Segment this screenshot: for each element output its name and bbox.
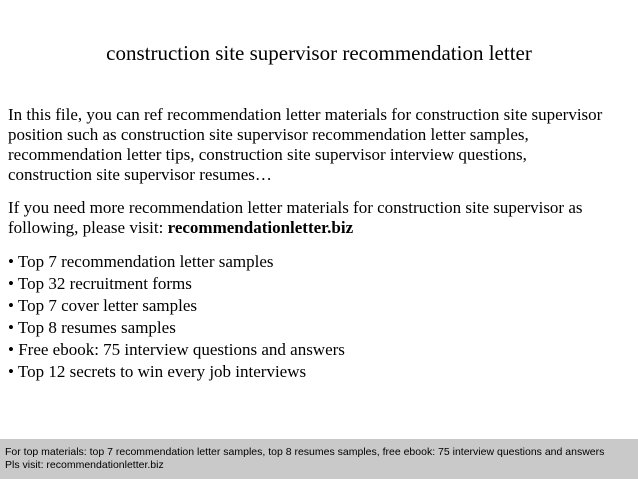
intro-line: In this file, you can ref recommendation letter materials for construction site supervisor xyxy=(8,105,603,124)
intro-line: position such as construction site supervisor recommendation letter samples, xyxy=(8,125,529,144)
body-content xyxy=(8,105,633,383)
list-item: • Free ebook: 75 interview questions and answers xyxy=(8,340,345,359)
list-item: • Top 12 secrets to win every job interviews xyxy=(8,362,307,381)
site-link[interactable]: recommendationletter.biz xyxy=(167,218,354,237)
more-paragraph xyxy=(8,198,633,238)
more-line-prefix: following, please visit: xyxy=(8,218,168,237)
page-title: construction site supervisor recommendation letter xyxy=(106,41,532,65)
footer-line: Pls visit: recommendationletter.biz xyxy=(5,459,164,471)
footer-bar xyxy=(0,439,638,479)
footer-line: For top materials: top 7 recommendation letter samples, top 8 resumes samples, free ebook: 75 interview questions and answers xyxy=(5,446,605,458)
bullet-list xyxy=(8,251,633,383)
more-line: If you need more recommendation letter materials for construction site supervisor as xyxy=(8,198,583,217)
intro-paragraph xyxy=(8,105,633,185)
intro-line: construction site supervisor resumes… xyxy=(8,165,272,184)
list-item: • Top 8 resumes samples xyxy=(8,318,176,337)
list-item: • Top 32 recruitment forms xyxy=(8,274,192,293)
list-item: • Top 7 cover letter samples xyxy=(8,296,198,315)
list-item: • Top 7 recommendation letter samples xyxy=(8,252,274,271)
intro-line: recommendation letter tips, construction site supervisor interview questions, xyxy=(8,145,527,164)
